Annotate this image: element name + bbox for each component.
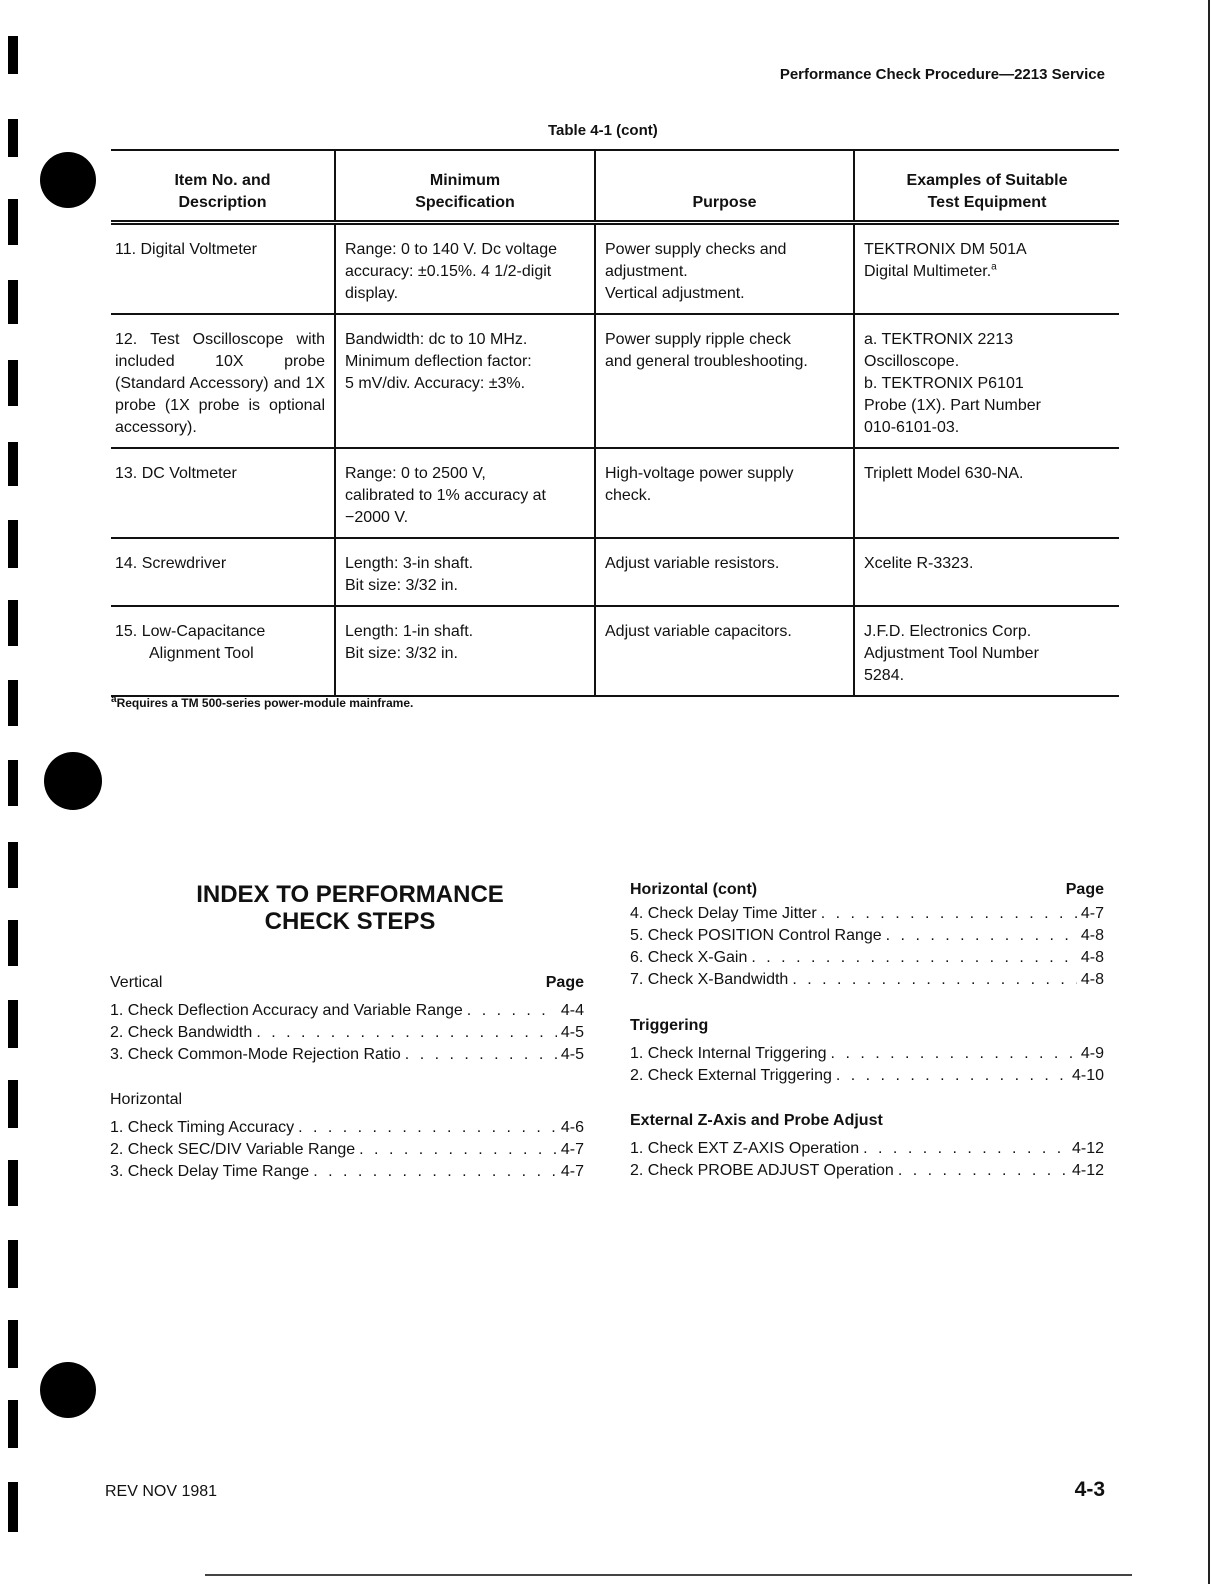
equipment-cell: Xcelite R-3323.: [854, 538, 1119, 606]
table-footnote: [111, 696, 413, 710]
spec-cell: Length: 1-in shaft. Bit size: 3/32 in.: [335, 606, 595, 696]
equipment-cell: [854, 223, 1119, 315]
index-entry[interactable]: 2. Check External Triggering . . . 4-10: [630, 1067, 1104, 1089]
index-entry[interactable]: 1. Check Deflection Accuracy and Variable Range . . . 4-4: [110, 1002, 584, 1024]
index-entry[interactable]: 2. Check PROBE ADJUST Operation . . . 4-12: [630, 1162, 1104, 1184]
page-bottom-line: [205, 1574, 1132, 1576]
spec-cell: Bandwidth: dc to 10 MHz. Minimum deflection factor: 5 mV/div. Accuracy: ±3%.: [335, 314, 595, 448]
footnote-text: Requires a TM 500-series power-module mainframe.: [116, 696, 414, 710]
section-heading: [630, 881, 1104, 899]
index-entry[interactable]: 1. Check Timing Accuracy . . . 4-6: [110, 1119, 584, 1141]
spec-cell: Range: 0 to 140 V. Dc voltage accuracy: ±0.15%. 4 1/2-digit display.: [335, 223, 595, 315]
running-header: Performance Check Procedure—2213 Service: [779, 66, 1105, 83]
index-entry[interactable]: 6. Check X-Gain . . . 4-8: [630, 949, 1104, 971]
section-heading: [110, 974, 584, 992]
section-title: Triggering: [630, 1017, 709, 1034]
purpose-cell: Adjust variable capacitors.: [595, 606, 854, 696]
index-entry[interactable]: 3. Check Common-Mode Rejection Ratio . . . 4-5: [110, 1046, 584, 1068]
binder-holes: [0, 0, 120, 1584]
spec-cell: Length: 3-in shaft. Bit size: 3/32 in.: [335, 538, 595, 606]
item-text: 15. Low-Capacitance Alignment Tool: [115, 623, 266, 662]
index-section-zaxis: [630, 1112, 1104, 1184]
spec-cell: Range: 0 to 2500 V, calibrated to 1% accuracy at −2000 V.: [335, 448, 595, 538]
table-row: [111, 606, 1119, 696]
item-cell: 14. Screwdriver: [111, 538, 335, 606]
section-heading: [110, 1091, 584, 1109]
table-header-row: [111, 150, 1119, 223]
table-title: Table 4-1 (cont): [548, 122, 658, 139]
header-equipment: Examples of Suitable Test Equipment: [854, 150, 1119, 223]
purpose-cell: Power supply checks and adjustment. Vertical adjustment.: [595, 223, 854, 315]
item-cell: [111, 606, 335, 696]
table-row: [111, 448, 1119, 538]
index-entry[interactable]: 5. Check POSITION Control Range . . . 4-8: [630, 927, 1104, 949]
purpose-cell: Power supply ripple check and general troubleshooting.: [595, 314, 854, 448]
page-number: 4-3: [1074, 1478, 1105, 1501]
index-section-horizontal-cont: [630, 881, 1104, 993]
index-entry[interactable]: 1. Check EXT Z-AXIS Operation . . . 4-12: [630, 1140, 1104, 1162]
index-entry[interactable]: 3. Check Delay Time Range . . . 4-7: [110, 1163, 584, 1185]
index-section-triggering: [630, 1017, 1104, 1089]
section-title: Horizontal: [110, 1091, 183, 1108]
footnote-marker: a: [111, 694, 117, 705]
header-spec: Minimum Specification: [335, 150, 595, 223]
revision-date: REV NOV 1981: [105, 1483, 218, 1500]
section-title: External Z-Axis and Probe Adjust: [630, 1112, 883, 1129]
equipment-cell: J.F.D. Electronics Corp. Adjustment Tool Number 5284.: [854, 606, 1119, 696]
item-cell: 11. Digital Voltmeter: [111, 223, 335, 315]
section-heading: [630, 1112, 1104, 1130]
index-title: INDEX TO PERFORMANCE CHECK STEPS: [196, 881, 504, 935]
index-section-horizontal: [110, 1091, 584, 1185]
section-title: Horizontal (cont): [630, 881, 758, 898]
header-item: Item No. and Description: [111, 150, 335, 223]
table-row: [111, 223, 1119, 315]
test-equipment-table: [111, 149, 1119, 697]
table-row: [111, 538, 1119, 606]
footnote-ref: a: [991, 261, 997, 273]
index-section-vertical: [110, 974, 584, 1068]
page-column-label: Page: [1065, 881, 1104, 898]
equipment-cell: Triplett Model 630-NA.: [854, 448, 1119, 538]
page-edge-line: [1208, 0, 1210, 1584]
index-entry[interactable]: 7. Check X-Bandwidth . . . 4-8: [630, 971, 1104, 993]
index-entry[interactable]: 4. Check Delay Time Jitter . . . 4-7: [630, 905, 1104, 927]
table-row: [111, 314, 1119, 448]
index-entry[interactable]: 1. Check Internal Triggering . . . 4-9: [630, 1045, 1104, 1067]
section-heading: [630, 1017, 1104, 1035]
equipment-text: TEKTRONIX DM 501A Digital Multimeter.: [864, 241, 1027, 280]
item-cell: 13. DC Voltmeter: [111, 448, 335, 538]
header-purpose: Purpose: [595, 150, 854, 223]
purpose-cell: Adjust variable resistors.: [595, 538, 854, 606]
item-cell: 12. Test Oscilloscope with included 10X probe (Standard Accessory) and 1X probe (1X probe is optional accessory).: [111, 314, 335, 448]
purpose-cell: High-voltage power supply check.: [595, 448, 854, 538]
page-column-label: Page: [545, 974, 584, 991]
index-entry[interactable]: 2. Check SEC/DIV Variable Range . . . 4-7: [110, 1141, 584, 1163]
index-entry[interactable]: 2. Check Bandwidth . . . 4-5: [110, 1024, 584, 1046]
section-title: Vertical: [110, 974, 163, 991]
equipment-cell: a. TEKTRONIX 2213 Oscilloscope. b. TEKTRONIX P6101 Probe (1X). Part Number 010-6101-03.: [854, 314, 1119, 448]
